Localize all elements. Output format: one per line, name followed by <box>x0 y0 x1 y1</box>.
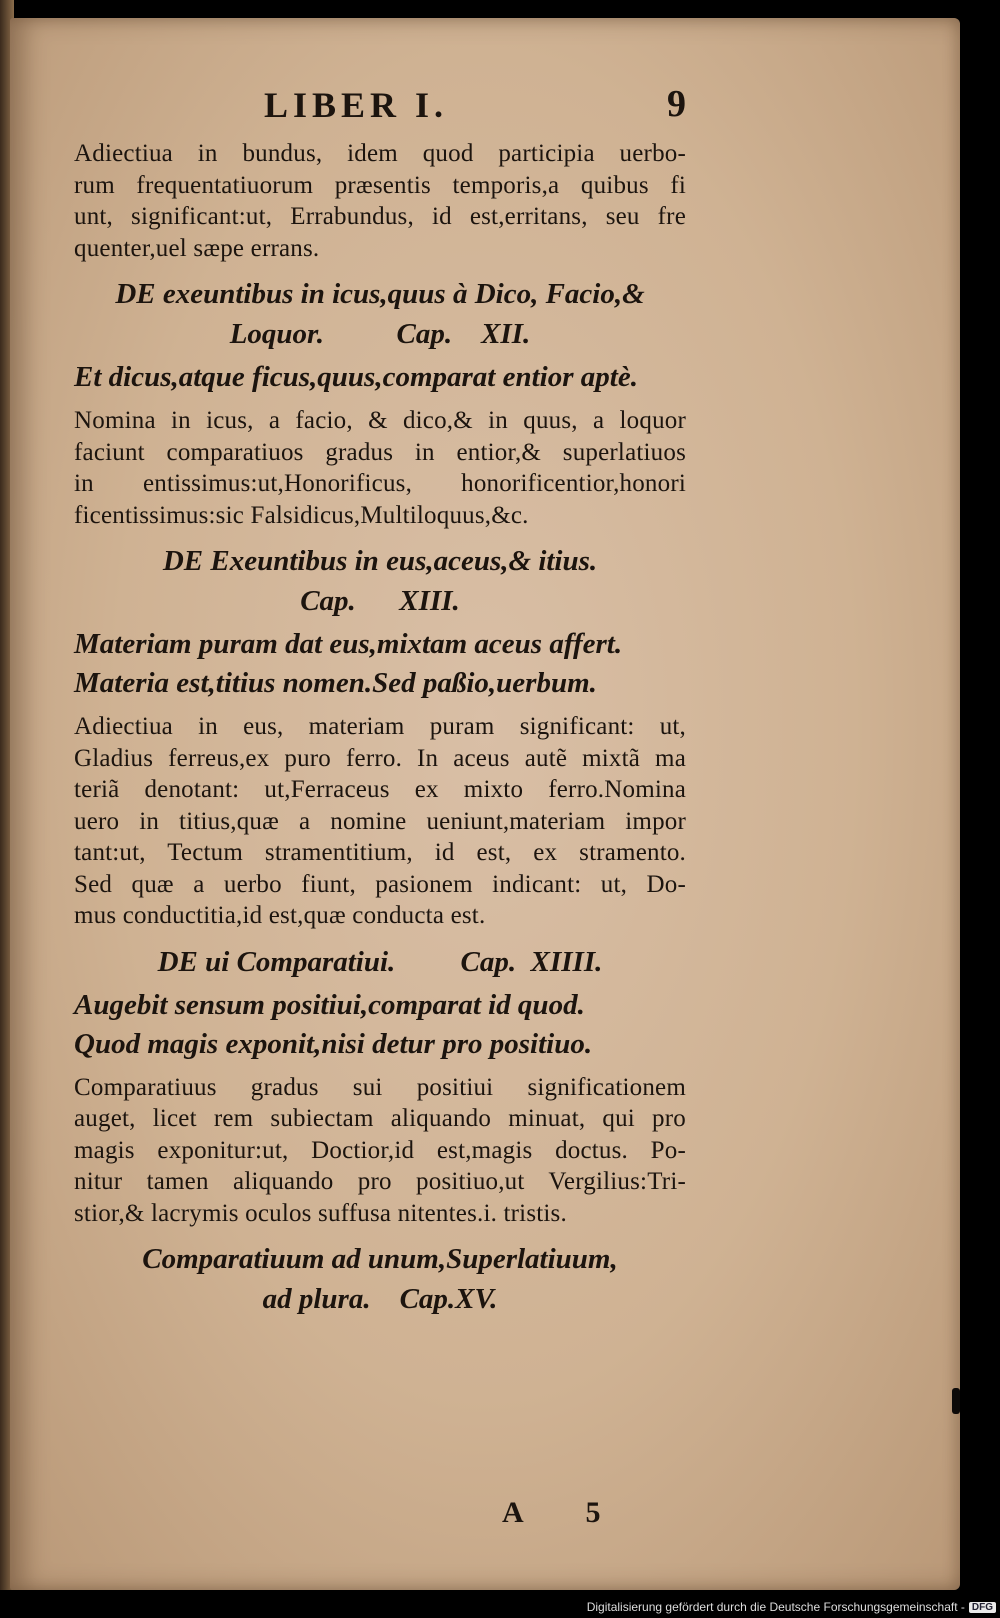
prose-line: teriã denotant: ut,Ferraceus ex mixto ferro.Nomina <box>74 776 686 803</box>
prose-line: quenter,uel sæpe errans. <box>74 234 320 262</box>
prose-line: stior,& lacrymis oculos suffusa nitentes.i. tristis. <box>74 1199 567 1227</box>
heading-line: Cap. XIII. <box>300 585 460 617</box>
prose-line: Nomina in icus, a facio, & dico,& in quus, a loquor <box>74 407 686 434</box>
verse-line: Quod magis exponit,nisi detur pro positiuo. <box>74 1027 593 1060</box>
prose-line: nitur tamen aliquando pro positiuo,ut Vergilius:Tri- <box>74 1168 686 1195</box>
prose-line: uero in titius,quæ a nomine ueniunt,materiam impor <box>74 807 686 835</box>
heading-block <box>74 1239 686 1319</box>
heading-block <box>74 274 686 354</box>
prose-line: tant:ut, Tectum stramentitium, id est, ex stramento. <box>74 839 686 866</box>
heading-block <box>74 541 686 621</box>
verse-line: Materiam puram dat eus,mixtam aceus affert. <box>74 628 623 660</box>
prose-line: auget, licet rem subiectam aliquando minuat, qui pro <box>74 1105 686 1132</box>
footer-credit: Digitalisierung gefördert durch die Deutsche Forschungsgemeinschaft - <box>586 1600 965 1614</box>
verse-block <box>74 986 686 1064</box>
page-number: 9 <box>667 83 686 125</box>
ink-blot <box>952 1388 960 1414</box>
text-blocks <box>74 138 686 1319</box>
prose-line: Adiectiua in bundus, idem quod participia uerbo- <box>74 140 686 167</box>
running-head-title: LIBER I. <box>264 85 449 125</box>
prose-line: Gladius ferreus,ex puro ferro. In aceus autẽ mixtã ma <box>74 744 686 772</box>
catchword: A 5 <box>502 1496 629 1529</box>
prose-line: mus conductitia,id est,quæ conducta est. <box>74 902 486 929</box>
heading-line: Loquor. Cap. XII. <box>229 318 531 350</box>
prose-block <box>74 711 686 932</box>
page-text <box>74 80 686 1319</box>
prose-line: in entissimus:ut,Honorificus, honorificentior,honori <box>74 470 686 497</box>
verse-block <box>74 625 686 703</box>
prose-line: magis exponitur:ut, Doctior,id est,magis doctus. Po- <box>74 1136 686 1164</box>
heading-line: DE ui Comparatiui. Cap. XIIII. <box>157 945 603 978</box>
heading-line: DE exeuntibus in icus,quus à Dico, Facio,& <box>115 278 645 310</box>
heading-line: ad plura. Cap.XV. <box>262 1283 498 1315</box>
prose-line: Adiectiua in eus, materiam puram significant: ut, <box>74 713 686 740</box>
heading-line: DE Exeuntibus in eus,aceus,& itius. <box>162 545 598 577</box>
dfg-logo: DFG <box>969 1602 996 1613</box>
verse-line: Augebit sensum positiui,comparat id quod. <box>74 988 585 1021</box>
prose-block <box>74 405 686 531</box>
prose-line: Comparatiuus gradus sui positiui significationem <box>74 1073 686 1101</box>
verse-line: Materia est,titius nomen.Sed paßio,uerbum. <box>74 667 597 699</box>
digitization-footer <box>587 1600 996 1614</box>
prose-line: unt, significant:ut, Errabundus, id est,erritans, seu fre <box>74 203 686 230</box>
prose-line: rum frequentatiuorum præsentis temporis,a quibus fi <box>74 171 686 199</box>
prose-line: Sed quæ a uerbo fiunt, pasionem indicant: ut, Do- <box>74 870 686 898</box>
running-head <box>74 80 686 138</box>
heading-line: Comparatiuum ad unum,Superlatiuum, <box>142 1243 618 1275</box>
heading-block <box>74 942 686 982</box>
verse-line: Et dicus,atque ficus,quus,comparat entior aptè. <box>74 361 638 393</box>
prose-block <box>74 1072 686 1230</box>
verse-block <box>74 358 686 397</box>
prose-block <box>74 138 686 264</box>
prose-line: ficentissimus:sic Falsidicus,Multiloquus,&c. <box>74 501 529 529</box>
prose-line: faciunt comparatiuos gradus in entior,& superlatiuos <box>74 438 686 466</box>
